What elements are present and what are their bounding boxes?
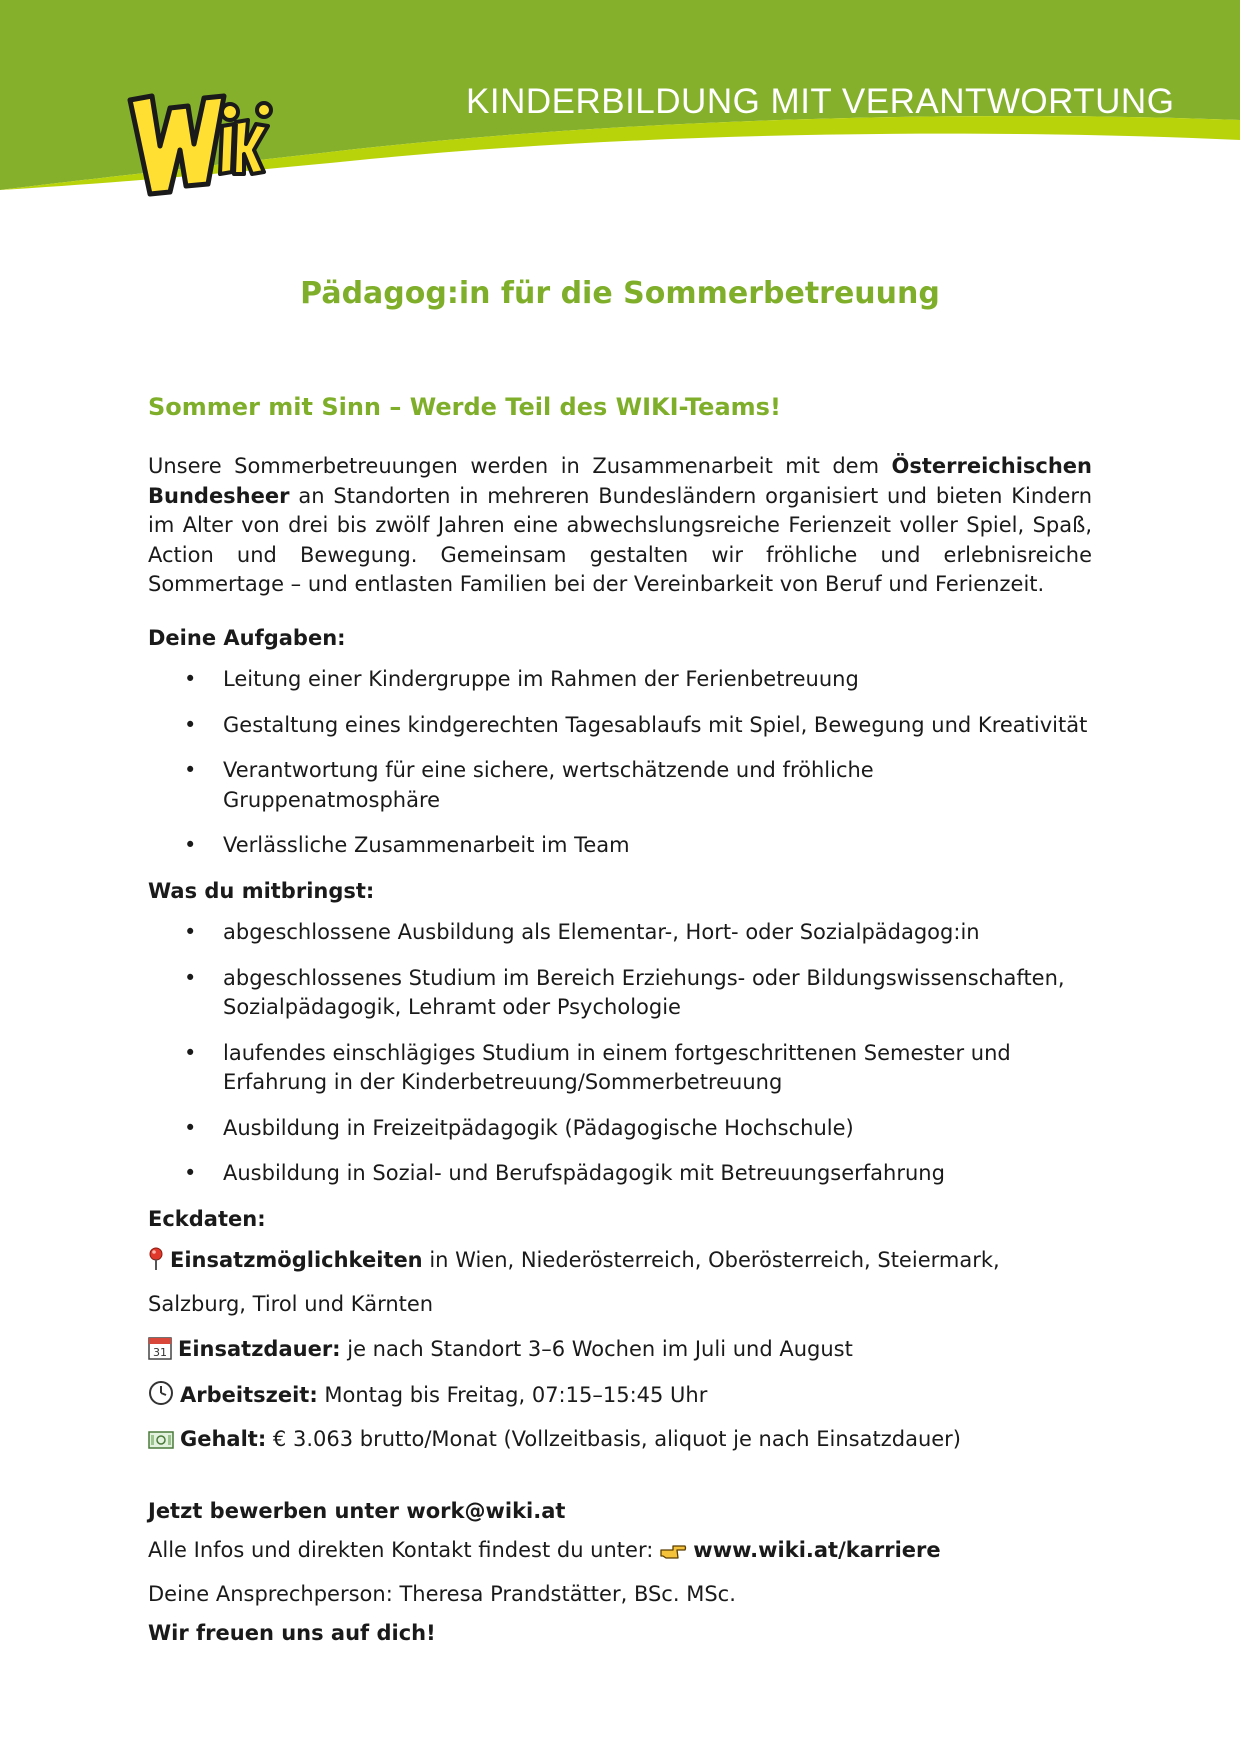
clock-icon xyxy=(148,1380,174,1415)
apply-line: Jetzt bewerben unter work@wiki.at xyxy=(148,1498,566,1523)
fact-locations xyxy=(148,1240,1092,1324)
fact-salary xyxy=(148,1425,1092,1459)
list-item-text: abgeschlossenes Studium im Bereich Erziehungs- oder Bildungswissenschaften, Sozialpädagogik, Lehramt oder Psychologie xyxy=(223,965,1065,1019)
fact-hours xyxy=(148,1380,1092,1415)
bullet-icon: • xyxy=(184,1115,197,1140)
list-item-text: Ausbildung in Sozial- und Berufspädagogik mit Betreuungserfahrung xyxy=(223,1161,945,1185)
career-link[interactable]: www.wiki.at/karriere xyxy=(693,1538,941,1562)
list-item xyxy=(148,918,1092,948)
list-item xyxy=(148,665,1092,695)
header-banner xyxy=(0,0,1240,215)
bullet-icon: • xyxy=(184,965,197,990)
list-item xyxy=(148,1039,1092,1098)
list-item-text: Ausbildung in Freizeitpädagogik (Pädagogische Hochschule) xyxy=(223,1115,854,1140)
list-item xyxy=(148,1159,1092,1189)
fact-duration xyxy=(148,1335,1092,1369)
bullet-icon: • xyxy=(184,758,197,782)
bullet-icon: • xyxy=(184,833,197,857)
main-content xyxy=(148,452,1092,1659)
fact-hours-label: Arbeitszeit: xyxy=(180,1382,318,1407)
pin-icon xyxy=(148,1244,164,1284)
bullet-icon: • xyxy=(184,1040,197,1065)
list-item-text: laufendes einschlägiges Studium in einem fortgeschrittenen Semester und Erfahrung in der Kinderbetreuung/Sommerbetreuung xyxy=(223,1040,1011,1094)
page-subtitle: Sommer mit Sinn – Werde Teil des WIKI-Teams! xyxy=(148,393,781,421)
list-item-text: Verlässliche Zusammenarbeit im Team xyxy=(223,833,630,857)
closing-line: Wir freuen uns auf dich! xyxy=(148,1621,436,1645)
intro-bold: Österreichischen Bundesheer xyxy=(148,454,1092,508)
intro-text-2: an Standorten in mehreren Bundesländern organisiert und bieten Kindern im Alter von drei bis zwölf Jahren eine abwechslungsreiche Ferienzeit voller Spiel, Spaß, Action und Bewegung. Gemeinsam gestalten wir fröhliche und erlebnisreiche Sommertage – und entlasten Familien bei der Vereinbarkeit von Beruf und Ferienzeit. xyxy=(148,483,1092,596)
list-item xyxy=(148,756,1092,815)
list-item xyxy=(148,711,1092,741)
list-item-text: abgeschlossene Ausbildung als Elementar-, Hort- oder Sozialpädagog:in xyxy=(223,920,980,944)
header-tagline: KINDERBILDUNG MIT VERANTWORTUNG xyxy=(466,82,1175,121)
fact-duration-label: Einsatzdauer: xyxy=(178,1337,341,1361)
info-line xyxy=(148,1536,1092,1570)
requirements-list xyxy=(148,918,1092,1189)
list-item-text: Leitung einer Kindergruppe im Rahmen der Ferienbetreuung xyxy=(223,667,859,691)
bullet-icon: • xyxy=(184,712,197,737)
list-item xyxy=(148,1114,1092,1144)
key-facts xyxy=(148,1240,1092,1459)
bullet-icon: • xyxy=(184,1161,197,1185)
bullet-icon: • xyxy=(184,667,197,691)
tasks-heading: Deine Aufgaben: xyxy=(148,625,346,650)
list-item-text: Gestaltung eines kindgerechten Tagesablaufs mit Spiel, Bewegung und Kreativität xyxy=(223,712,1088,737)
tasks-list xyxy=(148,665,1092,861)
intro-text-1: Unsere Sommerbetreuungen werden in Zusammenarbeit mit dem xyxy=(148,454,892,478)
contact-person: Deine Ansprechperson: Theresa Prandstätter, BSc. MSc. xyxy=(148,1581,736,1606)
info-text: Alle Infos und direkten Kontakt findest du unter: xyxy=(148,1538,654,1562)
fact-hours-text: Montag bis Freitag, 07:15–15:45 Uhr xyxy=(317,1382,708,1407)
page-title: Pädagog:in für die Sommerbetreuung xyxy=(300,276,940,311)
intro-paragraph xyxy=(148,452,1092,600)
list-item xyxy=(148,964,1092,1023)
fact-duration-text: je nach Standort 3–6 Wochen im Juli und August xyxy=(340,1337,853,1361)
requirements-heading: Was du mitbringst: xyxy=(148,878,375,903)
calendar-day: 31 xyxy=(153,1346,167,1359)
calendar-icon xyxy=(148,1336,172,1369)
fact-locations-label: Einsatzmöglichkeiten xyxy=(170,1248,423,1272)
list-item-text: Verantwortung für eine sichere, wertschätzende und fröhliche Gruppenatmosphäre xyxy=(223,758,874,812)
contact-section xyxy=(148,1497,1092,1649)
fact-salary-label: Gehalt: xyxy=(180,1427,267,1451)
bullet-icon: • xyxy=(184,920,197,944)
facts-heading: Eckdaten: xyxy=(148,1206,266,1231)
fact-locations-text: in Wien, Niederösterreich, Oberösterreich, Steiermark, Salzburg, Tirol und Kärnten xyxy=(148,1248,1000,1316)
list-item xyxy=(148,831,1092,861)
money-icon xyxy=(148,1429,174,1459)
fact-salary-text: € 3.063 brutto/Monat (Vollzeitbasis, aliquot je nach Einsatzdauer) xyxy=(266,1427,962,1451)
pointing-hand-icon xyxy=(659,1540,687,1570)
